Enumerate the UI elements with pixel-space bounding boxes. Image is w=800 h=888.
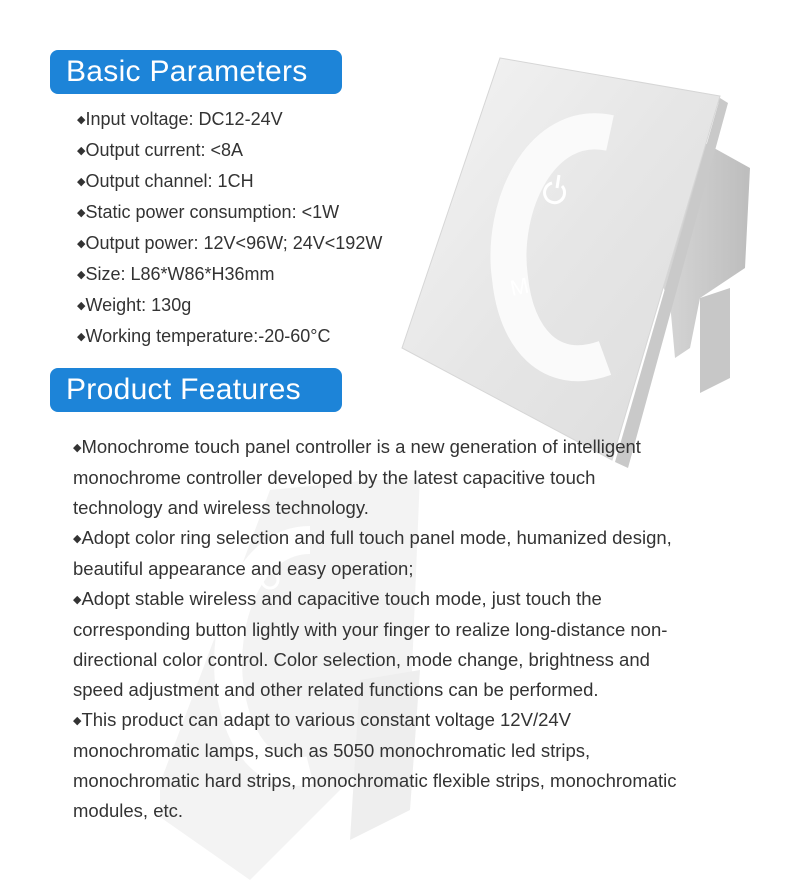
diamond-bullet-icon: ◆ [77, 300, 86, 312]
diamond-bullet-icon: ◆ [77, 114, 86, 126]
touch-panel-image [400, 48, 760, 478]
list-item: ◆Output channel: 1CH [77, 166, 382, 197]
list-item: ◆Weight: 130g [77, 290, 382, 321]
feature-paragraph: ◆Adopt color ring selection and full touch panel mode, humanized design, beautiful appearance and easy operation; [73, 523, 683, 584]
diamond-bullet-icon: ◆ [73, 533, 82, 545]
feature-paragraph: ◆Monochrome touch panel controller is a new generation of intelligent monochrome controller developed by the latest capacitive touch technology and wireless technology. [73, 432, 683, 523]
diamond-bullet-icon: ◆ [73, 594, 82, 606]
diamond-bullet-icon: ◆ [77, 331, 86, 343]
basic-parameters-heading: Basic Parameters [50, 50, 342, 94]
list-item: ◆Output current: <8A [77, 135, 382, 166]
diamond-bullet-icon: ◆ [77, 207, 86, 219]
feature-paragraph: ◆Adopt stable wireless and capacitive touch mode, just touch the corresponding button lightly with your finger to realize long-distance non-directional color control. Color selection, mode change, brightness and speed adjustment and other related functions can be performed. [73, 584, 683, 705]
list-item: ◆Working temperature:-20-60°C [77, 321, 382, 352]
diamond-bullet-icon: ◆ [77, 145, 86, 157]
diamond-bullet-icon: ◆ [77, 269, 86, 281]
diamond-bullet-icon: ◆ [77, 176, 86, 188]
basic-parameters-list [77, 104, 382, 352]
product-features-heading: Product Features [50, 368, 342, 412]
diamond-bullet-icon: ◆ [73, 442, 82, 454]
product-features-text [73, 432, 683, 826]
mode-icon[interactable]: M [507, 272, 531, 301]
list-item: ◆Size: L86*W86*H36mm [77, 259, 382, 290]
diamond-bullet-icon: ◆ [77, 238, 86, 250]
diamond-bullet-icon: ◆ [73, 715, 82, 727]
list-item: ◆Input voltage: DC12-24V [77, 104, 382, 135]
list-item: ◆Output power: 12V<96W; 24V<192W [77, 228, 382, 259]
feature-paragraph: ◆This product can adapt to various constant voltage 12V/24V monochromatic lamps, such as 5050 monochromatic led strips, monochromatic hard strips, monochromatic flexible strips, monochromatic modules, etc. [73, 705, 683, 826]
list-item: ◆Static power consumption: <1W [77, 197, 382, 228]
